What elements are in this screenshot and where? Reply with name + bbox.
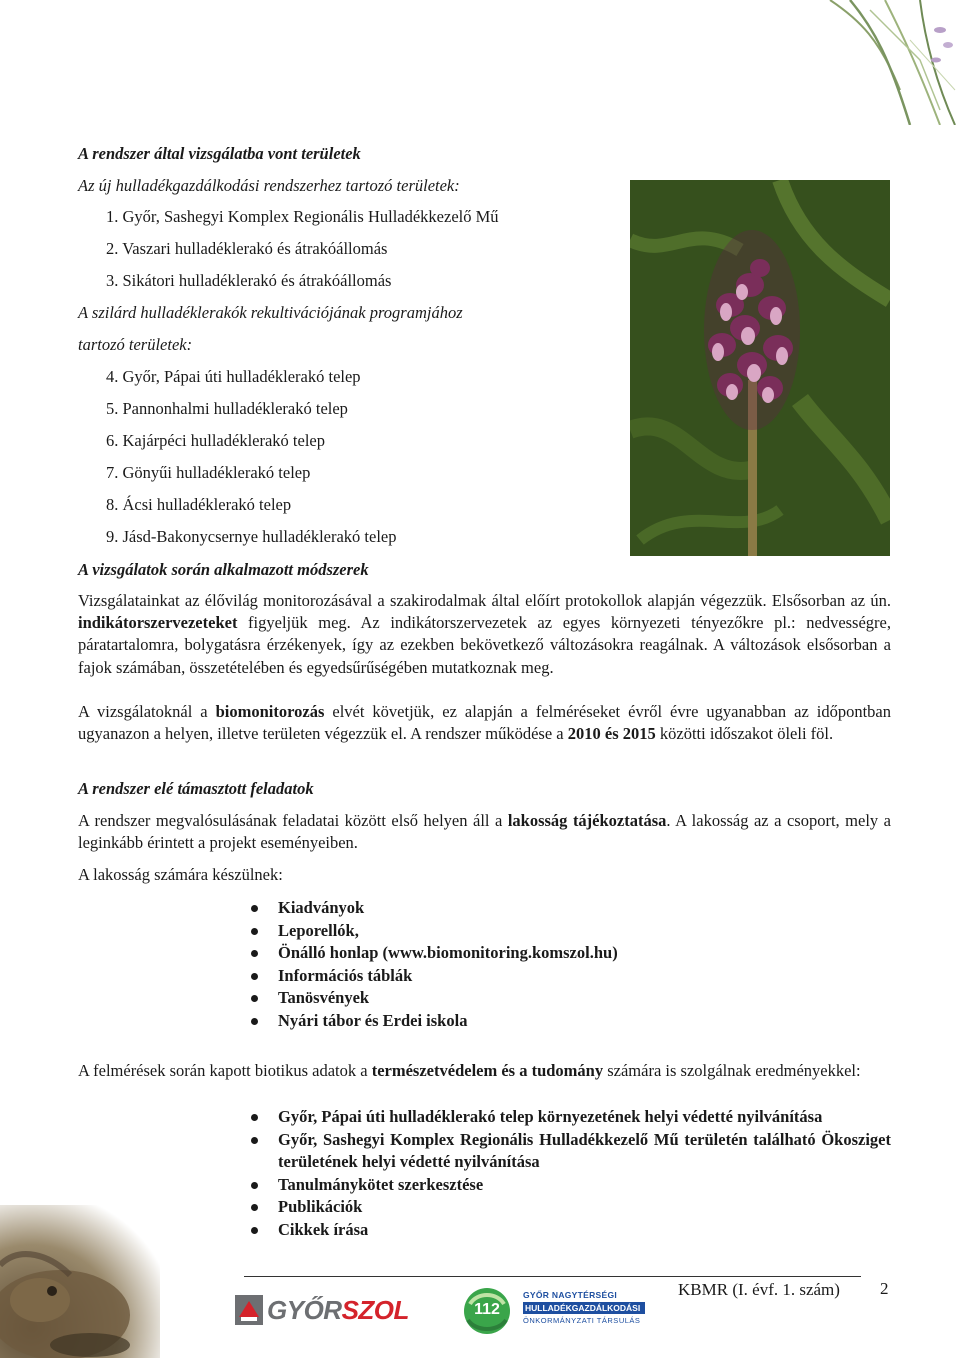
association-line-2: HULLADÉKGAZDÁLKODÁSI [523, 1302, 645, 1314]
text-run-bold: 2010 és 2015 [567, 724, 656, 744]
association-line-1: GYŐR NAGYTÉRSÉGI [523, 1290, 618, 1300]
science-list [248, 1106, 891, 1241]
gyorszol-wordmark-part: GYŐR [267, 1294, 342, 1325]
text-run: közötti időszakot öleli föl. [655, 724, 834, 744]
text-run: elvét követjük, ez alapján a felméréseket évről évre ugyanabban az időpontban ugyanazon a helyen, illetve területen végezzük el. A rendszer működése a [78, 702, 891, 744]
new-system-intro: Az új hulladékgazdálkodási rendszerhez tartozó területek: [78, 176, 460, 195]
list-item: 2. Vaszari hulladéklerakó és átrakóállomás [106, 239, 388, 258]
text-run: A rendszer megvalósulásának feladatai között első helyen áll a [78, 811, 508, 830]
methods-paragraph-1 [78, 590, 891, 679]
list-item: 3. Sikátori hulladéklerakó és átrakóállomás [106, 271, 392, 290]
recult-intro: A szilárd hulladéklerakók rekultivációjának programjához [78, 303, 463, 322]
text-run: figyeljük meg. Az indikátorszervezetek az egyes környezeti tényezőkre pl.: nedvességre, páratartalomra, bolygatásra érzékenyek, így az ezekben bekövetkező változásokra reagálnak. A változások elsősorban a fajok számában, összetételében és egyedsűrűségében mutatkoznak meg. [78, 613, 891, 677]
list-item: Győr, Sashegyi Komplex Regionális Hulladékkezelő Mű területén található Ökosziget területének helyi védetté nyilvánítása [248, 1129, 891, 1174]
journal-reference: KBMR (I. évf. 1. szám) [678, 1280, 840, 1299]
list-item: Cikkek írása [248, 1219, 891, 1242]
footer-rule [244, 1276, 861, 1277]
page-number: 2 [880, 1279, 889, 1298]
list-item: 1. Győr, Sashegyi Komplex Regionális Hulladékkezelő Mű [106, 207, 499, 226]
gyorszol-wordmark-part: SZOL [341, 1294, 409, 1325]
list-item: Győr, Pápai úti hulladéklerakó telep környezetének helyi védetté nyilvánítása [248, 1106, 891, 1129]
list-item: 5. Pannonhalmi hulladéklerakó telep [106, 399, 348, 418]
text-run-bold: természetvédelem és a tudomány [371, 1061, 604, 1080]
list-item: Tanösvények [248, 987, 891, 1010]
list-item: Tanulmánykötet szerkesztése [248, 1174, 891, 1197]
gyorszol-wordmark [267, 1295, 409, 1326]
toad-photo [0, 1205, 160, 1358]
orchid-photo [630, 180, 890, 556]
list-item: Kiadványok [248, 897, 891, 920]
text-run: . A lakosság az a csoport, mely a leginkább érintett a projekt eseményeiben. [78, 811, 892, 853]
recult-intro-cont: tartozó területek: [78, 335, 193, 354]
public-intro: A lakosság számára készülnek: [78, 865, 283, 884]
gyorszol-emblem-icon [235, 1295, 263, 1325]
science-paragraph [78, 1060, 891, 1082]
methods-paragraph-2 [78, 701, 891, 745]
methods-heading: A vizsgálatok során alkalmazott módszerek [78, 560, 369, 579]
plant-decoration-image [790, 0, 960, 125]
tasks-heading: A rendszer elé támasztott feladatok [78, 779, 314, 798]
text-run: A vizsgálatoknál a [78, 702, 216, 721]
association-logo [523, 1290, 645, 1325]
list-item: 9. Jásd-Bakonycsernye hulladéklerakó telep [106, 527, 397, 546]
gyorszol-logo [235, 1293, 409, 1327]
areas-heading: A rendszer által vizsgálatba vont területek [78, 144, 361, 163]
list-item: Önálló honlap (www.biomonitoring.komszol.hu) [248, 942, 891, 965]
list-item: Információs táblák [248, 965, 891, 988]
emergency-112-label: 112 [474, 1301, 500, 1318]
text-run-bold: lakosság tájékoztatása [507, 811, 667, 830]
emergency-112-logo [462, 1286, 512, 1336]
association-line-3: ÖNKORMÁNYZATI TÁRSULÁS [523, 1316, 641, 1325]
list-item: Nyári tábor és Erdei iskola [248, 1010, 891, 1033]
text-run: számára is szolgálnak eredményekkel: [603, 1061, 861, 1080]
list-item: 8. Ácsi hulladéklerakó telep [106, 495, 292, 514]
list-item: Publikációk [248, 1196, 891, 1219]
tasks-paragraph [78, 810, 891, 854]
list-item: 4. Győr, Pápai úti hulladéklerakó telep [106, 367, 361, 386]
text-run-bold: biomonitorozás [215, 702, 325, 721]
text-run: Vizsgálatainkat az élővilág monitorozásával a szakirodalmak által előírt protokollok alapján végezzük. Elsősorban az ún. [78, 591, 891, 610]
public-list [248, 897, 891, 1032]
list-item: Leporellók, [248, 920, 891, 943]
text-run: A felmérések során kapott biotikus adatok a [78, 1061, 372, 1080]
list-item: 6. Kajárpéci hulladéklerakó telep [106, 431, 325, 450]
list-item: 7. Gönyűi hulladéklerakó telep [106, 463, 311, 482]
text-run-bold: indikátorszervezeteket [78, 613, 238, 633]
